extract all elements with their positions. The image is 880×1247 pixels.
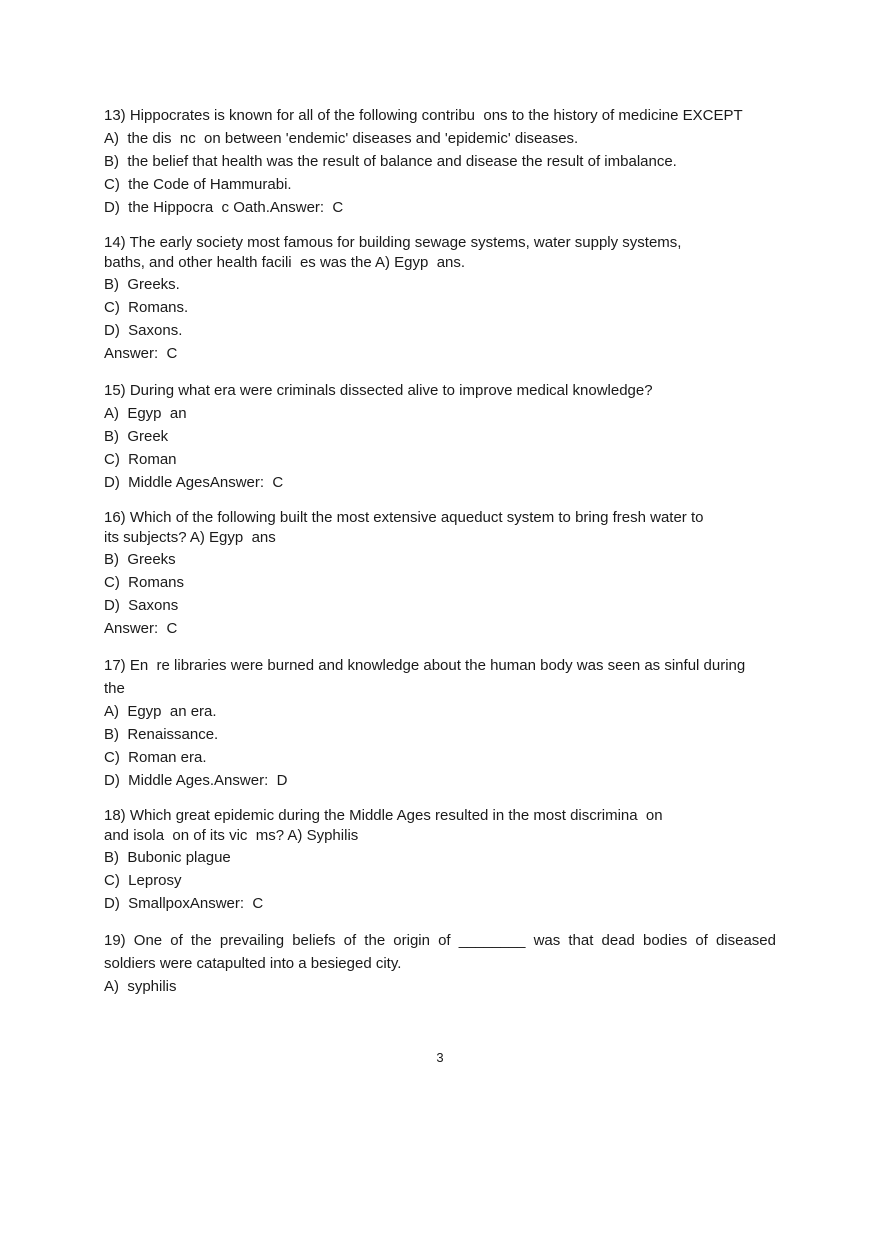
question-text-continued: soldiers were catapulted into a besieged city. — [104, 955, 402, 972]
answer: Answer: C — [104, 620, 178, 637]
option-b: B) the belief that health was the result of balance and disease the result of imbalance. — [104, 153, 677, 170]
option-b: B) Greek — [104, 428, 169, 445]
document-page — [104, 104, 776, 998]
option-d: D) Saxons. — [104, 322, 183, 339]
question-13 — [104, 104, 776, 219]
question-text: 16) Which of the following built the most extensive aqueduct system to bring fresh water to — [104, 509, 704, 526]
question-text: 18) Which great epidemic during the Middle Ages resulted in the most discrimina on — [104, 807, 663, 824]
option-a: A) Egyp an — [104, 405, 187, 422]
question-14 — [104, 233, 776, 365]
question-15 — [104, 379, 776, 494]
option-a: A) the dis nc on between 'endemic' diseases and 'epidemic' diseases. — [104, 130, 579, 147]
option-a: A) syphilis — [104, 978, 177, 995]
answer: Answer: C — [104, 345, 178, 362]
question-18 — [104, 806, 776, 915]
question-text: 13) Hippocrates is known for all of the following contribu ons to the history of medicine EXCEPT — [104, 107, 743, 124]
option-c: C) Leprosy — [104, 872, 182, 889]
question-text-continued: its subjects? A) Egyp ans — [104, 529, 276, 546]
question-text-continued: and isola on of its vic ms? A) Syphilis — [104, 827, 359, 844]
option-a: A) Egyp an era. — [104, 703, 217, 720]
option-d-answer: D) Middle Ages.Answer: D — [104, 772, 288, 789]
option-d-answer: D) the Hippocra c Oath.Answer: C — [104, 199, 344, 216]
question-text-continued: baths, and other health facili es was the A) Egyp ans. — [104, 254, 466, 271]
question-text: 19) One of the prevailing beliefs of the origin of ________ was that dead bodies of diseased — [104, 932, 776, 949]
question-17 — [104, 654, 776, 792]
option-c: C) Romans — [104, 574, 185, 591]
option-c: C) Romans. — [104, 299, 189, 316]
option-b: B) Greeks — [104, 551, 176, 568]
option-b: B) Bubonic plague — [104, 849, 231, 866]
question-16 — [104, 508, 776, 640]
page-number: 3 — [436, 1050, 444, 1065]
question-text: 15) During what era were criminals dissected alive to improve medical knowledge? — [104, 382, 653, 399]
question-text-continued: the — [104, 680, 125, 697]
question-text: 14) The early society most famous for building sewage systems, water supply systems, — [104, 234, 682, 251]
option-c: C) Roman era. — [104, 749, 207, 766]
option-d-answer: D) Middle AgesAnswer: C — [104, 474, 284, 491]
option-b: B) Renaissance. — [104, 726, 219, 743]
option-b: B) Greeks. — [104, 276, 180, 293]
option-c: C) Roman — [104, 451, 177, 468]
option-d: D) Saxons — [104, 597, 179, 614]
option-d-answer: D) SmallpoxAnswer: C — [104, 895, 264, 912]
option-c: C) the Code of Hammurabi. — [104, 176, 292, 193]
question-19 — [104, 929, 776, 998]
question-text: 17) En re libraries were burned and knowledge about the human body was seen as sinful during — [104, 657, 746, 674]
